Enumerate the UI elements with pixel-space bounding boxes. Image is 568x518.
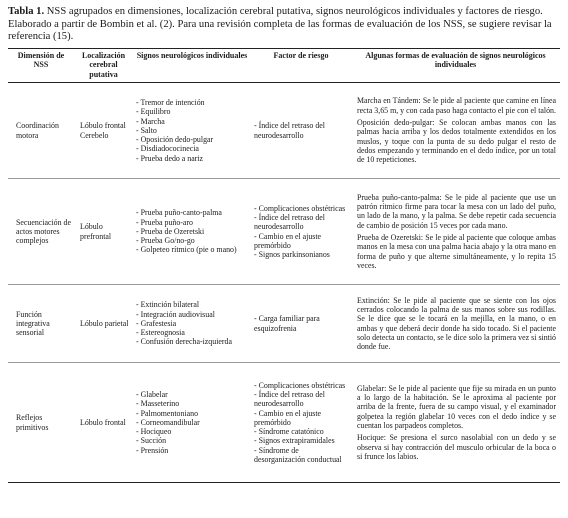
risk-item: - Signos parkinsonianos: [254, 250, 348, 259]
sign-item: - Equilibro: [136, 107, 248, 116]
evaluation-cell: [351, 285, 560, 363]
evaluation-cell: [351, 179, 560, 285]
caption-label: Tabla 1.: [8, 6, 45, 17]
nss-table: [8, 48, 560, 483]
risk-item: - Índice del retraso del neurodesarrollo: [254, 213, 348, 232]
header-location: Localización cerebral putativa: [81, 50, 126, 79]
risk-item: - Síndrome de desorganización conductual: [254, 446, 348, 465]
evaluation-cell: [351, 83, 560, 179]
signs-cell: [133, 363, 251, 483]
evaluation-text: Extinción: Se le pide al paciente que se siente con los ojos cerrados colocando la palma de sus manos sobre sus rodillas. Se le dice que se le tocará en la mejilla, en la mano, o en ambas y que deberá decir donde ha sido tocado. Si el paciente solo detecta un contacto, se le dice solo la primera vez si sintió donde fue.: [357, 295, 556, 352]
evaluation-text: Marcha en Tándem: Se le pide al paciente que camine en línea recta 3,65 m, y con cada paso haga contacto el pie con el talón.: [357, 96, 556, 115]
signs-cell: [133, 83, 251, 179]
signs-cell: [133, 179, 251, 285]
sign-item: - Glabelar: [136, 390, 248, 399]
risk-item: - Cambio en el ajuste premórbido: [254, 232, 348, 251]
header-dimension: Dimensión de NSS: [17, 50, 65, 70]
dimension-cell: Coordinación motora: [16, 121, 59, 140]
risk-item: - Índice del retraso del neurodesarrollo: [254, 121, 348, 140]
sign-item: - Prensión: [136, 446, 248, 455]
risk-item: - Complicaciones obstétricas: [254, 381, 348, 390]
table-row: [8, 83, 560, 179]
risk-item: - Índice del retraso del neurodesarrollo: [254, 390, 348, 409]
evaluation-text: Oposición dedo-pulgar: Se colocan ambas manos con las palmas hacia arriba y los dedos totalmente extendidos en los muslos, y toque con la punta de su dedo pulgar el resto de dedos empezando y terminando en el dedo índice, por un total de 10 repeticiones.: [357, 118, 556, 165]
sign-item: - Masseterino: [136, 399, 248, 408]
sign-item: - Salto: [136, 126, 248, 135]
location-cell: Lóbulo prefrontal: [80, 222, 112, 241]
risk-item: - Complicaciones obstétricas: [254, 204, 348, 213]
header-signs: Signos neurológicos individuales: [136, 50, 248, 60]
risk-item: - Signos extrapiramidales: [254, 436, 348, 445]
sign-item: - Disdiadococinecia: [136, 144, 248, 153]
table-caption: [8, 6, 560, 44]
table-row: [8, 285, 560, 363]
sign-item: - Prueba puño-aro: [136, 218, 248, 227]
dimension-cell: Secuenciación de actos motores complejos: [16, 217, 71, 246]
risk-cell: [251, 83, 351, 179]
sign-item: - Hociqueo: [136, 427, 248, 436]
risk-item: - Síndrome catatónico: [254, 427, 348, 436]
sign-item: - Integración audiovisual: [136, 310, 248, 319]
sign-item: - Prueba dedo a nariz: [136, 154, 248, 163]
table-row: [8, 363, 560, 483]
sign-item: - Estereognosia: [136, 328, 248, 337]
caption-text: NSS agrupados en dimensiones, localización cerebral putativa, signos neurológicos individuales y factores de riesgo. Elaborado a partir de Bombin et al. (2). Para una revisión completa de las formas de evaluación de los NSS, se sugiere revisar la referencia (15).: [8, 6, 552, 43]
risk-cell: [251, 363, 351, 483]
sign-item: - Confusión derecha-izquierda: [136, 337, 248, 346]
header-risk: Factor de riesgo: [273, 50, 329, 60]
sign-item: - Tremor de intención: [136, 98, 248, 107]
header-evaluation: Algunas formas de evaluación de signos neurológicos individuales: [365, 50, 546, 70]
dimension-cell: Reflejos primitivos: [16, 413, 49, 432]
sign-item: - Prueba Go/no-go: [136, 236, 248, 245]
sign-item: - Extinción bilateral: [136, 300, 248, 309]
sign-item: - Prueba puño-canto-palma: [136, 208, 248, 217]
location-cell: Lóbulo parietal: [80, 318, 129, 328]
sign-item: - Marcha: [136, 117, 248, 126]
sign-item: - Golpeteo rítmico (pie o mano): [136, 245, 248, 254]
sign-item: - Palmomentoniano: [136, 409, 248, 418]
evaluation-text: Glabelar: Se le pide al paciente que fije su mirada en un punto a lo largo de la habitación. Se le aproxima al paciente por arriba de la frente, fuera de su campo visual, y el examinador golpetea la región glabelar 10 veces con el dedo índice y se cuentan los parpadeos completos.: [357, 383, 556, 430]
sign-item: - Prueba de Ozeretski: [136, 227, 248, 236]
dimension-cell: Función integrativa sensorial: [16, 309, 50, 338]
evaluation-text: Hocique: Se presiona el surco nasolabial con un dedo y se observa si hay contracción del musculo orbicular de la boca o si frunce los labios.: [357, 433, 556, 461]
location-cell: Lóbulo frontal Cerebelo: [80, 121, 126, 140]
evaluation-text: Prueba de Ozeretski: Se le pide al paciente que coloque ambas manos en la mesa con una palma hacia abajo y la otra mano en forma de puño y que alterne simultáneamente, y lo repita 15 veces.: [357, 233, 556, 270]
risk-cell: [251, 285, 351, 363]
risk-item: - Cambio en el ajuste premórbido: [254, 409, 348, 428]
evaluation-cell: [351, 363, 560, 483]
table-row: [8, 179, 560, 285]
signs-cell: [133, 285, 251, 363]
sign-item: - Succión: [136, 436, 248, 445]
sign-item: - Corneomandibular: [136, 418, 248, 427]
sign-item: - Grafestesia: [136, 319, 248, 328]
risk-cell: [251, 179, 351, 285]
location-cell: Lóbulo frontal: [80, 417, 126, 427]
table-header-row: [8, 48, 560, 82]
evaluation-text: Prueba puño-canto-palma: Se le pide al paciente que use un patrón rítmico firme para tocar la mesa con un lado del puño, un lado de la mano, y la palma. Se debe repetir cada secuencia de cambio de posición 15 veces por cada mano.: [357, 192, 556, 230]
sign-item: - Oposición dedo-pulgar: [136, 135, 248, 144]
risk-item: - Carga familiar para esquizofrenia: [254, 314, 348, 333]
